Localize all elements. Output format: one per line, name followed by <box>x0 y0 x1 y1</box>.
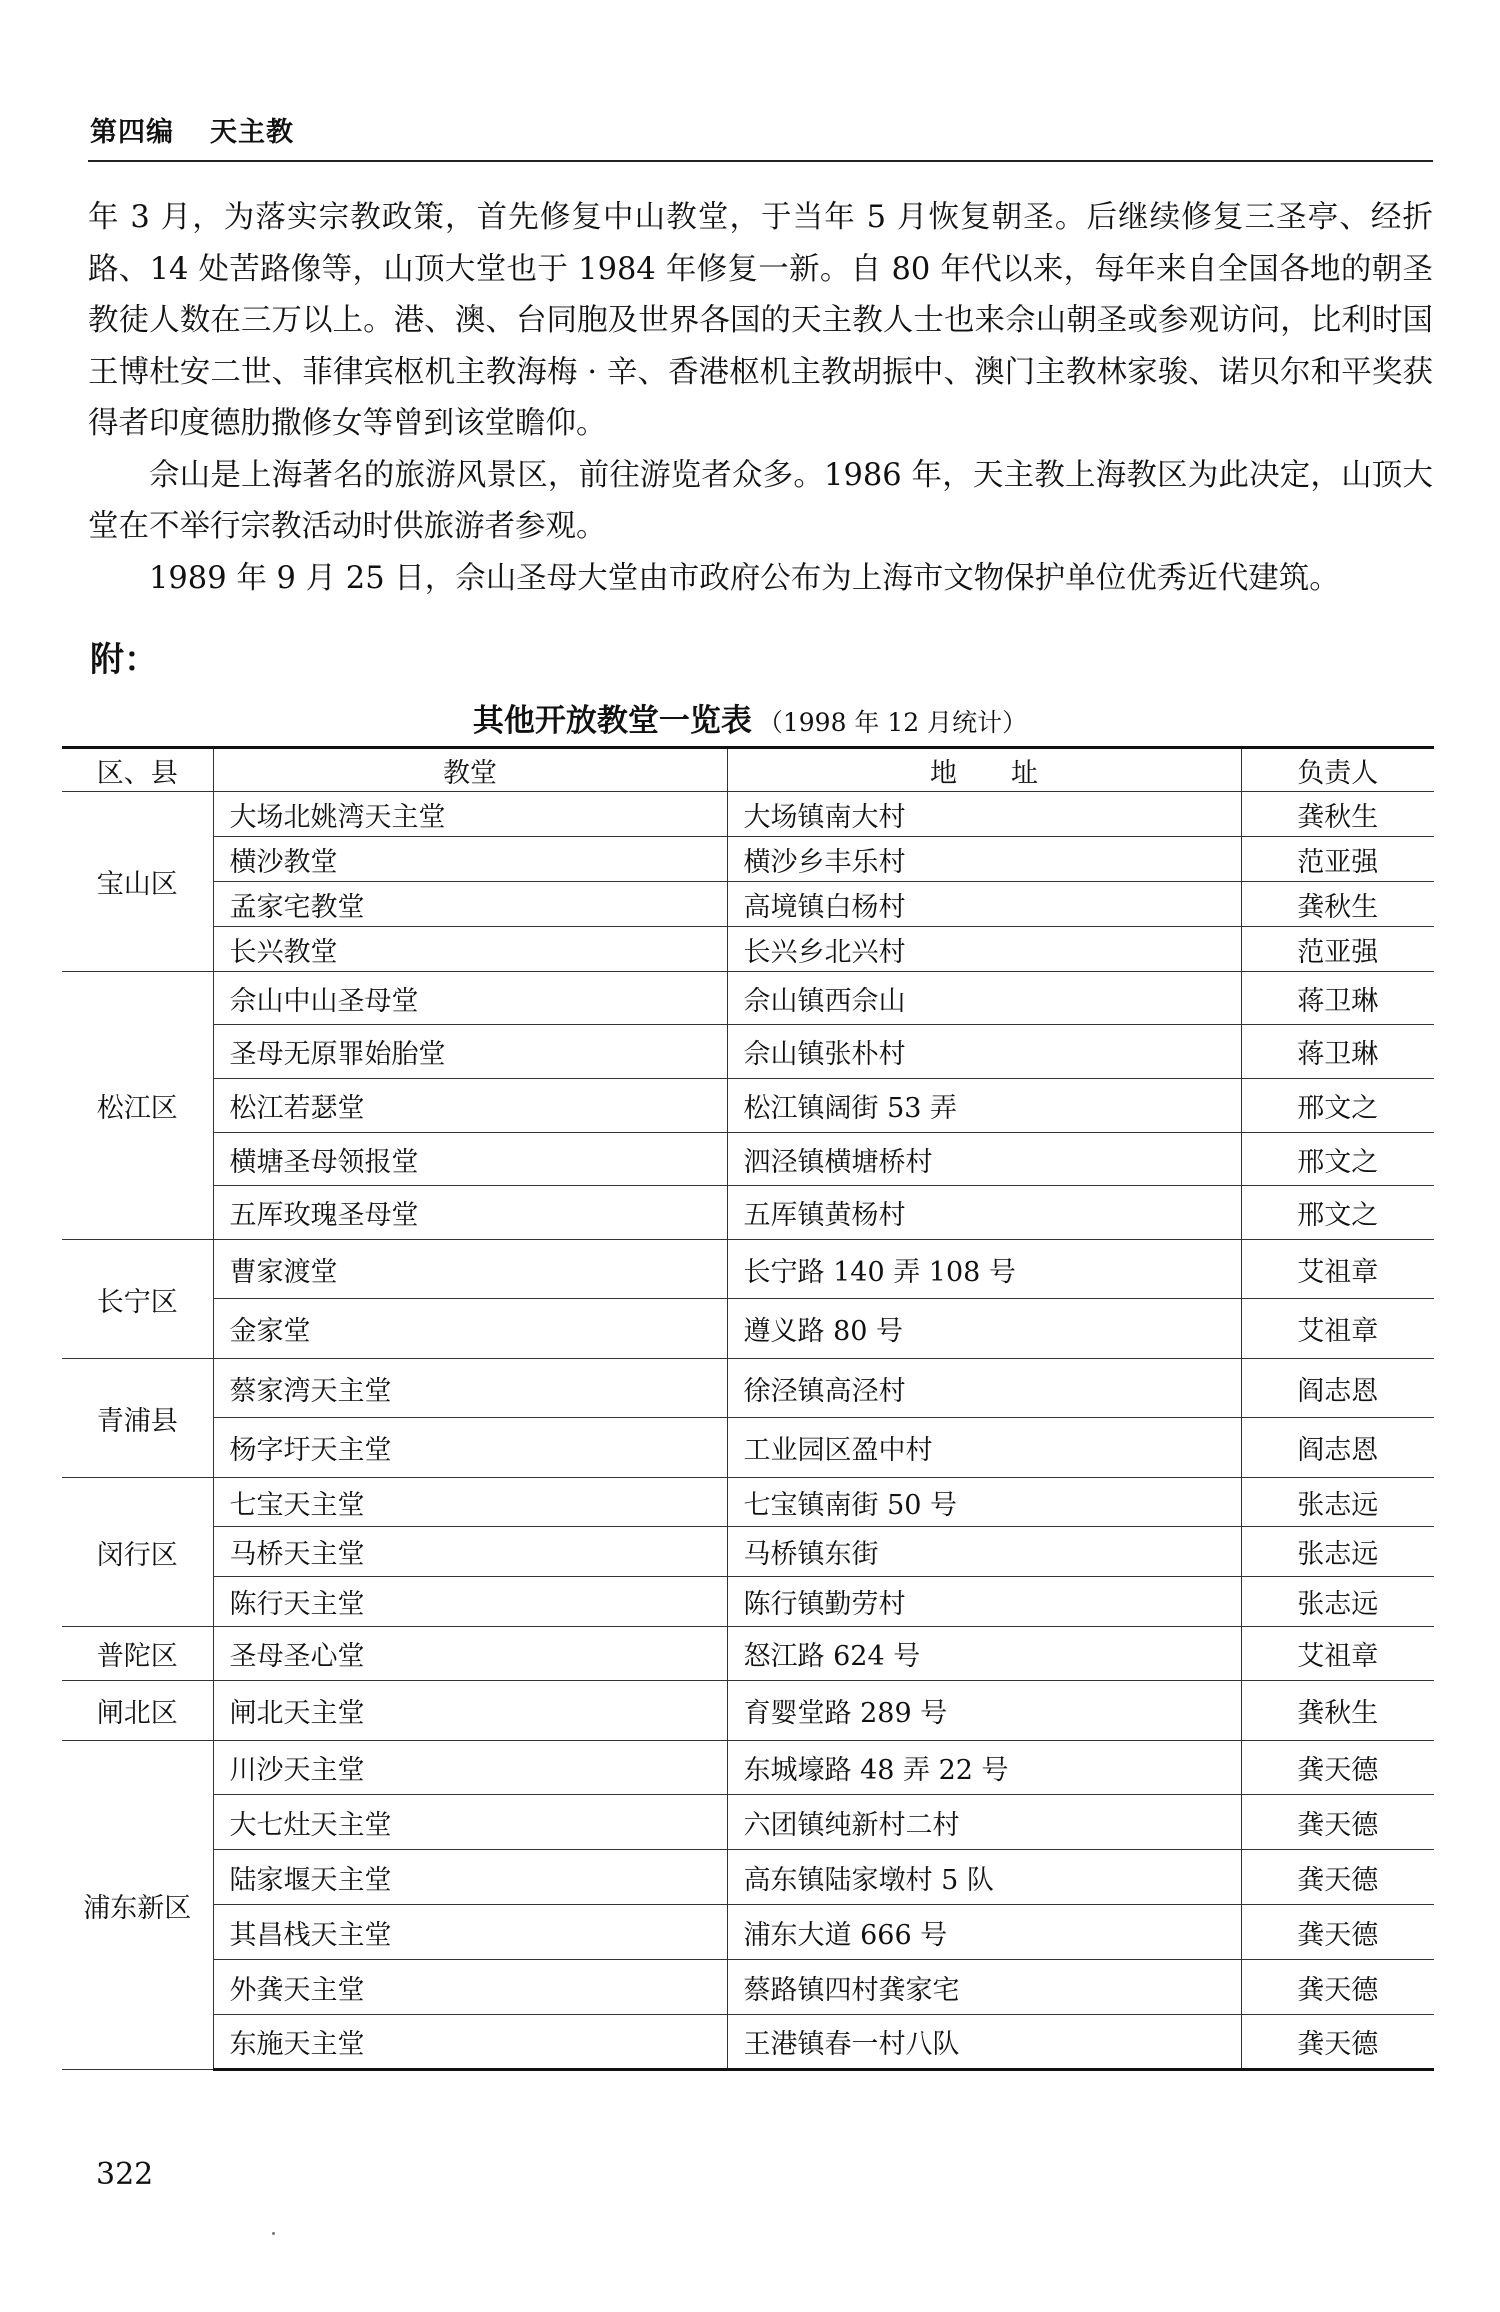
person-cell: 龚天德 <box>1241 1741 1434 1795</box>
paragraph: 1989 年 9 月 25 日，佘山圣母大堂由市政府公布为上海市文物保护单位优秀近代建筑。 <box>149 560 1340 596</box>
church-cell: 金家堂 <box>213 1299 727 1359</box>
address-cell: 蔡路镇四村龚家宅 <box>727 1960 1241 2015</box>
church-cell: 陈行天主堂 <box>213 1577 727 1627</box>
address-cell: 长兴乡北兴村 <box>727 927 1241 972</box>
church-cell: 马桥天主堂 <box>213 1527 727 1577</box>
address-cell: 徐泾镇高泾村 <box>727 1359 1241 1418</box>
district-cell: 松江区 <box>62 972 213 1240</box>
church-cell: 东施天主堂 <box>213 2015 727 2070</box>
table-row <box>62 1186 1434 1240</box>
church-cell: 大七灶天主堂 <box>213 1795 727 1850</box>
church-cell: 孟家宅教堂 <box>213 882 727 927</box>
address-cell: 怒江路 624 号 <box>727 1627 1241 1681</box>
scan-speck <box>272 2232 275 2235</box>
table-row <box>62 1795 1434 1850</box>
header-rule <box>88 160 1433 162</box>
body-text <box>88 192 1433 604</box>
address-cell: 泗泾镇横塘桥村 <box>727 1133 1241 1186</box>
table-row <box>62 1133 1434 1186</box>
table-row <box>62 1418 1434 1478</box>
header-church: 教堂 <box>213 748 727 792</box>
church-cell: 七宝天主堂 <box>213 1478 727 1527</box>
table-row <box>62 927 1434 972</box>
paragraph: 佘山是上海著名的旅游风景区，前往游览者众多。1986 年，天主教上海教区为此决定，山顶大堂在不举行宗教活动时供旅游者参观。 <box>88 457 1433 544</box>
address-cell: 长宁路 140 弄 108 号 <box>727 1240 1241 1299</box>
address-cell: 七宝镇南街 50 号 <box>727 1478 1241 1527</box>
table-row <box>62 1577 1434 1627</box>
table-row <box>62 1960 1434 2015</box>
district-cell: 宝山区 <box>62 792 213 972</box>
address-cell: 马桥镇东街 <box>727 1527 1241 1577</box>
church-cell: 佘山中山圣母堂 <box>213 972 727 1025</box>
church-cell: 长兴教堂 <box>213 927 727 972</box>
church-cell: 曹家渡堂 <box>213 1240 727 1299</box>
table-title: 其他开放教堂一览表 <box>472 703 752 739</box>
person-cell: 龚天德 <box>1241 1850 1434 1905</box>
table-row <box>62 1299 1434 1359</box>
table-row <box>62 972 1434 1025</box>
address-cell: 高境镇白杨村 <box>727 882 1241 927</box>
table-row <box>62 837 1434 882</box>
church-cell: 横塘圣母领报堂 <box>213 1133 727 1186</box>
person-cell: 龚天德 <box>1241 1905 1434 1960</box>
address-cell: 松江镇阔街 53 弄 <box>727 1079 1241 1133</box>
table-row <box>62 1527 1434 1577</box>
address-cell: 高东镇陆家墩村 5 队 <box>727 1850 1241 1905</box>
church-cell: 松江若瑟堂 <box>213 1079 727 1133</box>
churches-table <box>62 746 1434 2071</box>
person-cell: 邢文之 <box>1241 1186 1434 1240</box>
table-row <box>62 1627 1434 1681</box>
person-cell: 艾祖章 <box>1241 1299 1434 1359</box>
table-row <box>62 792 1434 837</box>
address-cell: 遵义路 80 号 <box>727 1299 1241 1359</box>
church-cell: 外龚天主堂 <box>213 1960 727 2015</box>
header-district: 区、县 <box>62 748 213 792</box>
address-cell: 东城壕路 48 弄 22 号 <box>727 1741 1241 1795</box>
header-person: 负责人 <box>1241 748 1434 792</box>
church-cell: 横沙教堂 <box>213 837 727 882</box>
table-row <box>62 1905 1434 1960</box>
address-cell: 大场镇南大村 <box>727 792 1241 837</box>
person-cell: 阎志恩 <box>1241 1418 1434 1478</box>
header-address: 地 址 <box>727 748 1241 792</box>
church-cell: 其昌栈天主堂 <box>213 1905 727 1960</box>
person-cell: 龚秋生 <box>1241 792 1434 837</box>
person-cell: 龚天德 <box>1241 1960 1434 2015</box>
header-section: 天主教 <box>210 117 294 148</box>
church-cell: 闸北天主堂 <box>213 1681 727 1741</box>
district-cell: 浦东新区 <box>62 1741 213 2070</box>
table-row <box>62 1025 1434 1079</box>
table-row <box>62 2015 1434 2070</box>
address-cell: 工业园区盈中村 <box>727 1418 1241 1478</box>
appendix-label: 附： <box>90 640 158 680</box>
table-row <box>62 1240 1434 1299</box>
table-body <box>62 792 1434 2070</box>
address-cell: 陈行镇勤劳村 <box>727 1577 1241 1627</box>
person-cell: 艾祖章 <box>1241 1240 1434 1299</box>
paragraph-continued: 年 3 月，为落实宗教政策，首先修复中山教堂，于当年 5 月恢复朝圣。后继续修复三圣亭、经折路、14 处苦路像等，山顶大堂也于 1984 年修复一新。自 80 年代以来，每年来自全国各地的朝圣教徒人数在三万以上。港、澳、台同胞及世界各国的天主教人士也来佘山朝圣或参观访问，比利时国王博杜安二世、菲律宾枢机主教海梅 · 辛、香港枢机主教胡振中、澳门主教林家骏、诺贝尔和平奖获得者印度德肋撒修女等曾到该堂瞻仰。 <box>88 200 1433 441</box>
church-cell: 杨字圩天主堂 <box>213 1418 727 1478</box>
table-row <box>62 882 1434 927</box>
page-number: 322 <box>96 2157 154 2192</box>
address-cell: 横沙乡丰乐村 <box>727 837 1241 882</box>
address-cell: 六团镇纯新村二村 <box>727 1795 1241 1850</box>
address-cell: 育婴堂路 289 号 <box>727 1681 1241 1741</box>
person-cell: 艾祖章 <box>1241 1627 1434 1681</box>
person-cell: 张志远 <box>1241 1577 1434 1627</box>
church-cell: 大场北姚湾天主堂 <box>213 792 727 837</box>
table-row <box>62 1681 1434 1741</box>
person-cell: 龚天德 <box>1241 2015 1434 2070</box>
person-cell: 张志远 <box>1241 1527 1434 1577</box>
person-cell: 蒋卫琳 <box>1241 1025 1434 1079</box>
address-cell: 浦东大道 666 号 <box>727 1905 1241 1960</box>
person-cell: 阎志恩 <box>1241 1359 1434 1418</box>
address-cell: 王港镇春一村八队 <box>727 2015 1241 2070</box>
person-cell: 范亚强 <box>1241 837 1434 882</box>
church-cell: 圣母圣心堂 <box>213 1627 727 1681</box>
church-cell: 五厍玫瑰圣母堂 <box>213 1186 727 1240</box>
person-cell: 龚秋生 <box>1241 1681 1434 1741</box>
person-cell: 范亚强 <box>1241 927 1434 972</box>
table-header-row <box>62 748 1434 792</box>
church-cell: 蔡家湾天主堂 <box>213 1359 727 1418</box>
district-cell: 青浦县 <box>62 1359 213 1478</box>
address-cell: 五厍镇黄杨村 <box>727 1186 1241 1240</box>
table-row <box>62 1079 1434 1133</box>
church-cell: 川沙天主堂 <box>213 1741 727 1795</box>
church-cell: 圣母无原罪始胎堂 <box>213 1025 727 1079</box>
person-cell: 邢文之 <box>1241 1079 1434 1133</box>
person-cell: 张志远 <box>1241 1478 1434 1527</box>
table-row <box>62 1359 1434 1418</box>
person-cell: 龚天德 <box>1241 1795 1434 1850</box>
person-cell: 邢文之 <box>1241 1133 1434 1186</box>
address-cell: 佘山镇张朴村 <box>727 1025 1241 1079</box>
running-header <box>90 110 294 149</box>
district-cell: 闸北区 <box>62 1681 213 1741</box>
district-cell: 长宁区 <box>62 1240 213 1359</box>
table-row <box>62 1850 1434 1905</box>
person-cell: 蒋卫琳 <box>1241 972 1434 1025</box>
header-part: 第四编 <box>90 117 174 148</box>
person-cell: 龚秋生 <box>1241 882 1434 927</box>
district-cell: 普陀区 <box>62 1627 213 1681</box>
church-cell: 陆家堰天主堂 <box>213 1850 727 1905</box>
table-row <box>62 1741 1434 1795</box>
table-caption <box>0 695 1500 740</box>
table-note: （1998 年 12 月统计） <box>757 708 1028 737</box>
district-cell: 闵行区 <box>62 1478 213 1627</box>
table-row <box>62 1478 1434 1527</box>
address-cell: 佘山镇西佘山 <box>727 972 1241 1025</box>
